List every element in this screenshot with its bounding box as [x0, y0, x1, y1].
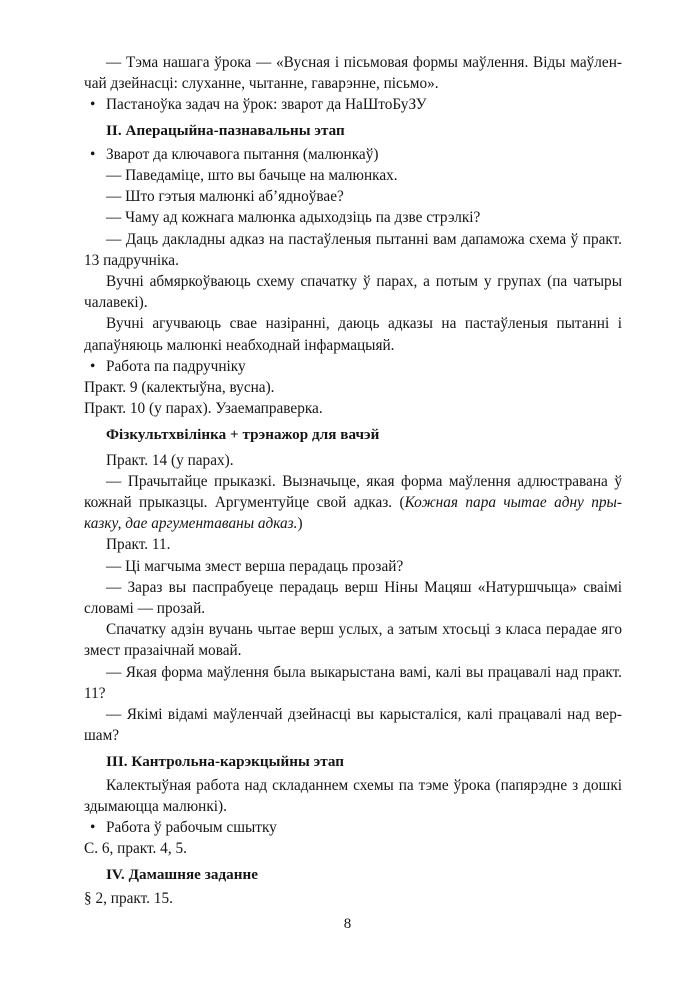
page-body [84, 52, 622, 909]
paragraph-exercise-11: Практ. 11. [106, 536, 171, 554]
paragraph-exercise-9: Практ. 9 (калектыўна, вусна). [84, 379, 275, 397]
paragraph-topic-line: — Тэма нашага ўрока — «Вусная і пісьмовая формы маўлення. Віды маўленчай дзейнасці: слуханне, чытанне, гаварэнне, пісьмо». [84, 54, 622, 93]
paragraph-question-3: — Чаму ад кожнага малюнка адыходзіць па дзве стрэлкі? [106, 209, 481, 227]
heading-section-iv: IV. Дамашняе заданне [106, 866, 258, 883]
bullet-item-label: Работа ў рабочым сшытку [106, 819, 277, 837]
bullet-icon: • [90, 357, 96, 375]
paragraph-poem-retell: — Зараз вы паспрабуеце перадаць верш Ніны Мацяш «Натуршчыца» сваімі словамі — прозай. [84, 578, 622, 618]
paragraph-exercise-14: Практ. 14 (у парах). [106, 451, 234, 469]
bullet-item-label: Пастаноўка задач на ўрок: зварот да НаШтоБуЗУ [106, 96, 427, 114]
paragraph-exercise-10: Практ. 10 (у парах). Узаемаправерка. [84, 400, 323, 418]
paragraph-text-after-italic: ) [297, 515, 303, 533]
bullet-item-task-setting [84, 94, 622, 115]
paragraph-question-4: — Даць дакладны адказ на пастаўленыя пытанні вам дапаможа схема ў практ. 13 падручніка. [84, 230, 622, 269]
paragraph-proverbs-task [84, 471, 622, 535]
paragraph-text-before-italic: — Прачытайце прыказкі. Вызначыце, якая форма маўлення адлюстравана ў кожнай прыказцы. Аргументуйце свой адказ. ( [84, 472, 622, 512]
heading-section-iii: III. Кантрольна-карэкцыйны этап [106, 753, 344, 770]
bullet-item-textbook-work [84, 356, 622, 377]
paragraph-question-2: — Што гэтыя малюнкі аб’ядноўвае? [106, 188, 344, 206]
paragraph-workbook-pages: С. 6, практ. 4, 5. [84, 840, 187, 858]
paragraph-italic-note: Кожная пара чытае адну прыказку, дае аргументаваны адказ. [84, 494, 622, 533]
paragraph-collective-scheme: Калектыўная работа над складаннем схемы па тэме ўрока (папярэдне з дошкі здымаюцца малюнкі). [84, 776, 622, 815]
bullet-item-workbook [84, 817, 622, 838]
paragraph-question-1: — Паведаміце, што вы бачыце на малюнках. [106, 167, 398, 185]
page-number: 8 [343, 916, 352, 932]
paragraph-question-form-used: — Якая форма маўлення была выкарыстана вамі, калі вы працавалі над практ. 11? [84, 663, 622, 702]
paragraph-reading-aloud: Спачатку адзін вучань чытае верш услых, а затым хтосьці з класа перадае яго змест празаічнай мовай. [84, 621, 622, 660]
paragraph-students-answers: Вучні агучваюць свае назіранні, даюць адказы на пастаўленыя пытанні і дапаўняюць малюнкі неабходнай інфармацыяй. [84, 315, 622, 354]
paragraph-question-prose: — Ці магчыма змест верша перадаць прозай? [106, 557, 404, 575]
bullet-item-key-question [84, 144, 622, 165]
paragraph-pairs-groups: Вучні абмяркоўваюць схему спачатку ў парах, а потым у групах (па чатыры чалавекі). [84, 273, 622, 312]
bullet-icon: • [90, 819, 96, 837]
heading-section-ii: II. Аперацыйна-пазнавальны этап [106, 122, 345, 139]
heading-physical-break: Фізкультхвілінка + трэнажор для вачэй [106, 427, 380, 444]
bullet-icon: • [90, 96, 96, 114]
bullet-icon: • [90, 145, 96, 163]
paragraph-question-activity-types: — Якімі відамі маўленчай дзейнасці вы карысталіся, калі працавалі над вершам? [84, 706, 622, 745]
bullet-item-label: Зварот да ключавога пытання (малюнкаў) [106, 145, 379, 163]
bullet-item-label: Работа па падручніку [106, 357, 246, 375]
paragraph-homework: § 2, практ. 15. [84, 889, 173, 907]
